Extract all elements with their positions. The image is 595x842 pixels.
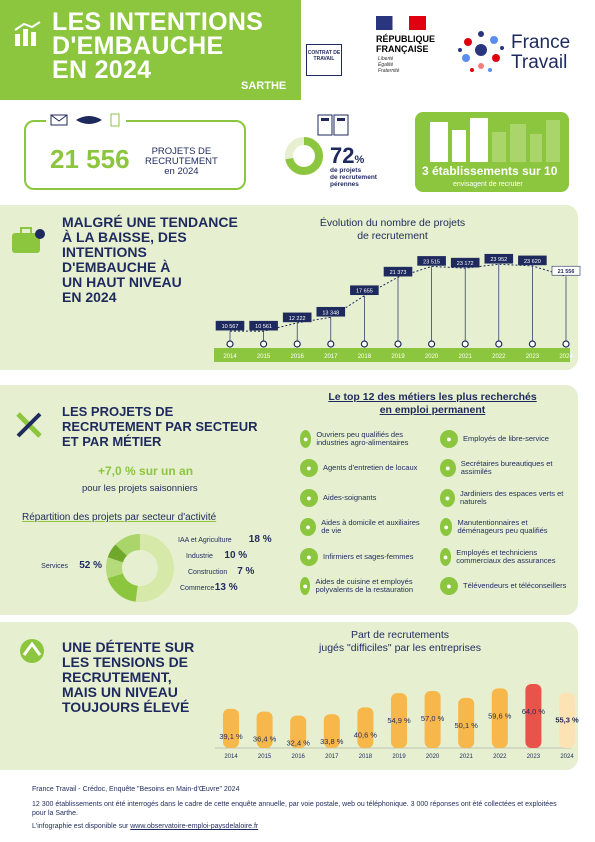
year-label: 2023 (525, 354, 540, 360)
metier-label: Agents d'entretien de locaux (323, 463, 418, 473)
bar-value-label: 50,1 % (454, 720, 478, 730)
year-label: 2022 (492, 354, 506, 360)
point-marker (328, 341, 334, 347)
metier-icon: ● (440, 577, 458, 595)
metier-icon: ● (440, 518, 452, 536)
repartition-title: Répartition des projets par secteur d'activité (22, 512, 217, 523)
section3-title: UNE DÉTENTE SUR LES TENSIONS DE RECRUTEMENT, MAIS UN NIVEAU TOUJOURS ÉLEVÉ (62, 639, 195, 715)
projets-label: PROJETS DE RECRUTEMENT en 2024 (145, 146, 218, 177)
point-marker (563, 341, 569, 347)
metier-item (300, 454, 430, 484)
bar-value-label: 64,0 % (521, 707, 546, 716)
etablissements-value: 3 établissements sur 10 (422, 164, 558, 178)
point-marker (294, 341, 300, 347)
growth-label: pour les projets saisonniers (82, 483, 198, 494)
footer-link[interactable]: www.observatoire-emploi-paysdelaloire.fr (130, 823, 259, 830)
sector-name: Construction (188, 569, 228, 576)
metier-label: Employés de libre-service (463, 433, 549, 443)
footer-link-prefix: L'infographie est disponible sur (32, 823, 131, 830)
point-marker (429, 341, 435, 347)
metier-icon: ● (440, 459, 456, 477)
difficulte-bar-chart (215, 660, 579, 768)
sector-value: 52 % (79, 560, 102, 571)
value-label: 23 620 (523, 258, 541, 265)
projets-line-chart (214, 244, 575, 366)
bar-year-label: 2015 (257, 754, 272, 760)
value-label: 23 515 (423, 259, 441, 266)
contract-icon: CONTRAT DE TRAVAIL (306, 44, 342, 76)
value-label: 23 952 (490, 257, 508, 264)
year-label: 2018 (357, 354, 372, 360)
metier-item (440, 572, 570, 602)
metier-label: Aides à domicile et auxiliaires de vie (321, 518, 420, 536)
bar-year-label: 2014 (224, 754, 238, 760)
growth-value: +7,0 % sur un an (98, 464, 194, 478)
year-label: 2015 (256, 354, 271, 360)
metier-icon: ● (300, 430, 311, 448)
section1-chart-title: Évolution du nombre de projets de recrutement (319, 217, 466, 242)
bar-year-label: 2019 (392, 754, 406, 760)
footer-source: France Travail - Crédoc, Enquête "Besoins en Main-d'Œuvre" 2024 (32, 786, 240, 793)
bar-value-label: 33,8 % (320, 737, 344, 747)
value-label: 12 222 (288, 315, 306, 322)
point-marker (395, 341, 401, 347)
footer-link-line (32, 822, 258, 831)
metier-icon: ● (300, 577, 310, 595)
region-label: SARTHE (241, 80, 287, 92)
value-label: 17 655 (355, 288, 373, 295)
metier-icon: ● (440, 430, 458, 448)
france-travail-dots-logo (456, 26, 506, 74)
bar-year-label: 2017 (325, 754, 339, 760)
top12-title: Le top 12 des métiers les plus recherchés en emploi permanent (328, 391, 537, 416)
bar-value-label: 39,1 % (219, 731, 243, 741)
point-marker (227, 341, 233, 347)
difficulty-bar (357, 707, 373, 748)
bar-year-label: 2018 (358, 754, 373, 760)
france-travail-logo: France Travail (511, 32, 571, 73)
sector-name: Commerce (180, 585, 215, 592)
point-marker (496, 341, 502, 347)
point-marker (261, 341, 267, 347)
bar-year-label: 2022 (493, 754, 507, 760)
sector-value: 13 % (214, 582, 238, 593)
bar-year-label: 2024 (560, 754, 574, 760)
bar-value-label: 36,4 % (252, 734, 277, 744)
bar-value-label: 57,0 % (420, 714, 445, 723)
metier-label: Manutentionnaires et déménageurs peu qualifiés (457, 518, 548, 536)
tools-icon (14, 410, 44, 440)
bar-year-label: 2023 (526, 754, 541, 760)
metier-item (300, 542, 430, 572)
section1-title: MALGRÉ UNE TENDANCE À LA BAISSE, DES INTENTIONS D'EMBAUCHE À UN HAUT NIVEAU EN 2024 (62, 214, 238, 305)
metier-icon: ● (300, 548, 318, 566)
value-label: 23 172 (456, 261, 474, 268)
buildings-icon (426, 116, 562, 162)
section3-chart-title: Part de recrutements jugés "difficiles" par les entreprises (319, 629, 481, 654)
metier-icon: ● (300, 489, 318, 507)
year-label: 2020 (424, 354, 439, 360)
year-label: 2024 (559, 354, 573, 360)
sector-donut-chart (30, 530, 280, 605)
section2-title: LES PROJETS DE RECRUTEMENT PAR SECTEUR ET PAR MÉTIER (62, 404, 258, 449)
year-label: 2014 (223, 354, 237, 360)
metier-icon: ● (300, 518, 316, 536)
metier-item (440, 542, 570, 572)
metier-label: Aides de cuisine et employés polyvalents de la restauration (315, 577, 414, 595)
republique-motto: Liberté Égalité Fraternité (378, 56, 400, 74)
briefcase-icon (10, 225, 46, 257)
page-title: LES INTENTIONS D'EMBAUCHE EN 2024 (52, 8, 264, 84)
value-label: 10 561 (255, 324, 273, 331)
metiers-list-left (300, 424, 430, 601)
metier-item (300, 513, 430, 543)
perennes-donut (284, 136, 324, 176)
point-marker (529, 341, 535, 347)
metier-icon: ● (300, 459, 318, 477)
value-label: 21 373 (389, 270, 407, 277)
metier-item (440, 454, 570, 484)
metier-label: Ouvriers peu qualifiés des industries agro-alimentaires (316, 429, 409, 447)
metier-item (440, 424, 570, 454)
metier-label: Secrétaires bureautiques et assimilés (460, 459, 553, 477)
difficulty-bar (223, 709, 239, 748)
footer-method: 12 300 établissements ont été interrogés dans le cadre de cette enquête annuelle, par voie postale, web ou téléphonique. 3 000 réponses ont été collectées et exploitées pour la Sarthe. (32, 801, 557, 817)
difficulty-bar (525, 684, 541, 748)
sector-value: 18 % (248, 534, 272, 545)
bar-value-label: 32,4 % (286, 738, 310, 748)
point-marker (361, 341, 367, 347)
etablissements-label: envisagent de recruter (453, 181, 523, 188)
value-label: 10 567 (221, 324, 239, 331)
documents-icon (314, 112, 354, 138)
bar-value-label: 55,3 % (555, 715, 579, 725)
metier-item (440, 483, 570, 513)
bar-value-label: 59,6 % (488, 711, 512, 721)
perennes-label: de projets de recrutement pérennes (330, 167, 377, 188)
sector-name: Services (41, 563, 68, 570)
sector-value: 7 % (237, 566, 255, 577)
year-label: 2016 (290, 354, 304, 360)
sector-name: Industrie (186, 553, 213, 560)
metier-label: Jardiniers des espaces verts et naturels (459, 488, 564, 506)
metier-item (300, 572, 430, 602)
balance-icon (14, 636, 50, 666)
year-label: 2021 (458, 354, 472, 360)
metier-icon: ● (440, 489, 455, 507)
sector-name: IAA et Agriculture (178, 537, 232, 544)
year-label: 2019 (391, 354, 405, 360)
metier-item (300, 483, 430, 513)
chart-icon (14, 22, 42, 46)
metier-label: Employés et techniciens commerciaux des assurances (456, 547, 556, 565)
marianne-logo (376, 16, 426, 30)
republique-logo: RÉPUBLIQUE FRANÇAISE (376, 34, 436, 54)
bar-year-label: 2021 (459, 754, 473, 760)
point-marker (462, 341, 468, 347)
perennes-value: 72% (330, 143, 365, 168)
metier-item (300, 424, 430, 454)
bar-value-label: 40,6 % (353, 730, 378, 740)
year-label: 2017 (324, 354, 338, 360)
metier-label: Aides-soignants (323, 492, 377, 502)
metiers-list-right (440, 424, 570, 601)
handshake-icon (46, 110, 126, 130)
metier-item (440, 513, 570, 543)
projets-value: 21 556 (50, 144, 130, 174)
metier-label: Infirmiers et sages-femmes (323, 551, 414, 561)
bar-value-label: 54,9 % (387, 716, 411, 726)
metier-icon: ● (440, 548, 451, 566)
sector-value: 10 % (224, 550, 248, 561)
value-label: 13 348 (322, 310, 340, 317)
metier-label: Télévendeurs et téléconseillers (463, 581, 567, 591)
value-label: 21 556 (557, 269, 575, 276)
bar-year-label: 2016 (291, 754, 305, 760)
bar-year-label: 2020 (425, 754, 440, 760)
